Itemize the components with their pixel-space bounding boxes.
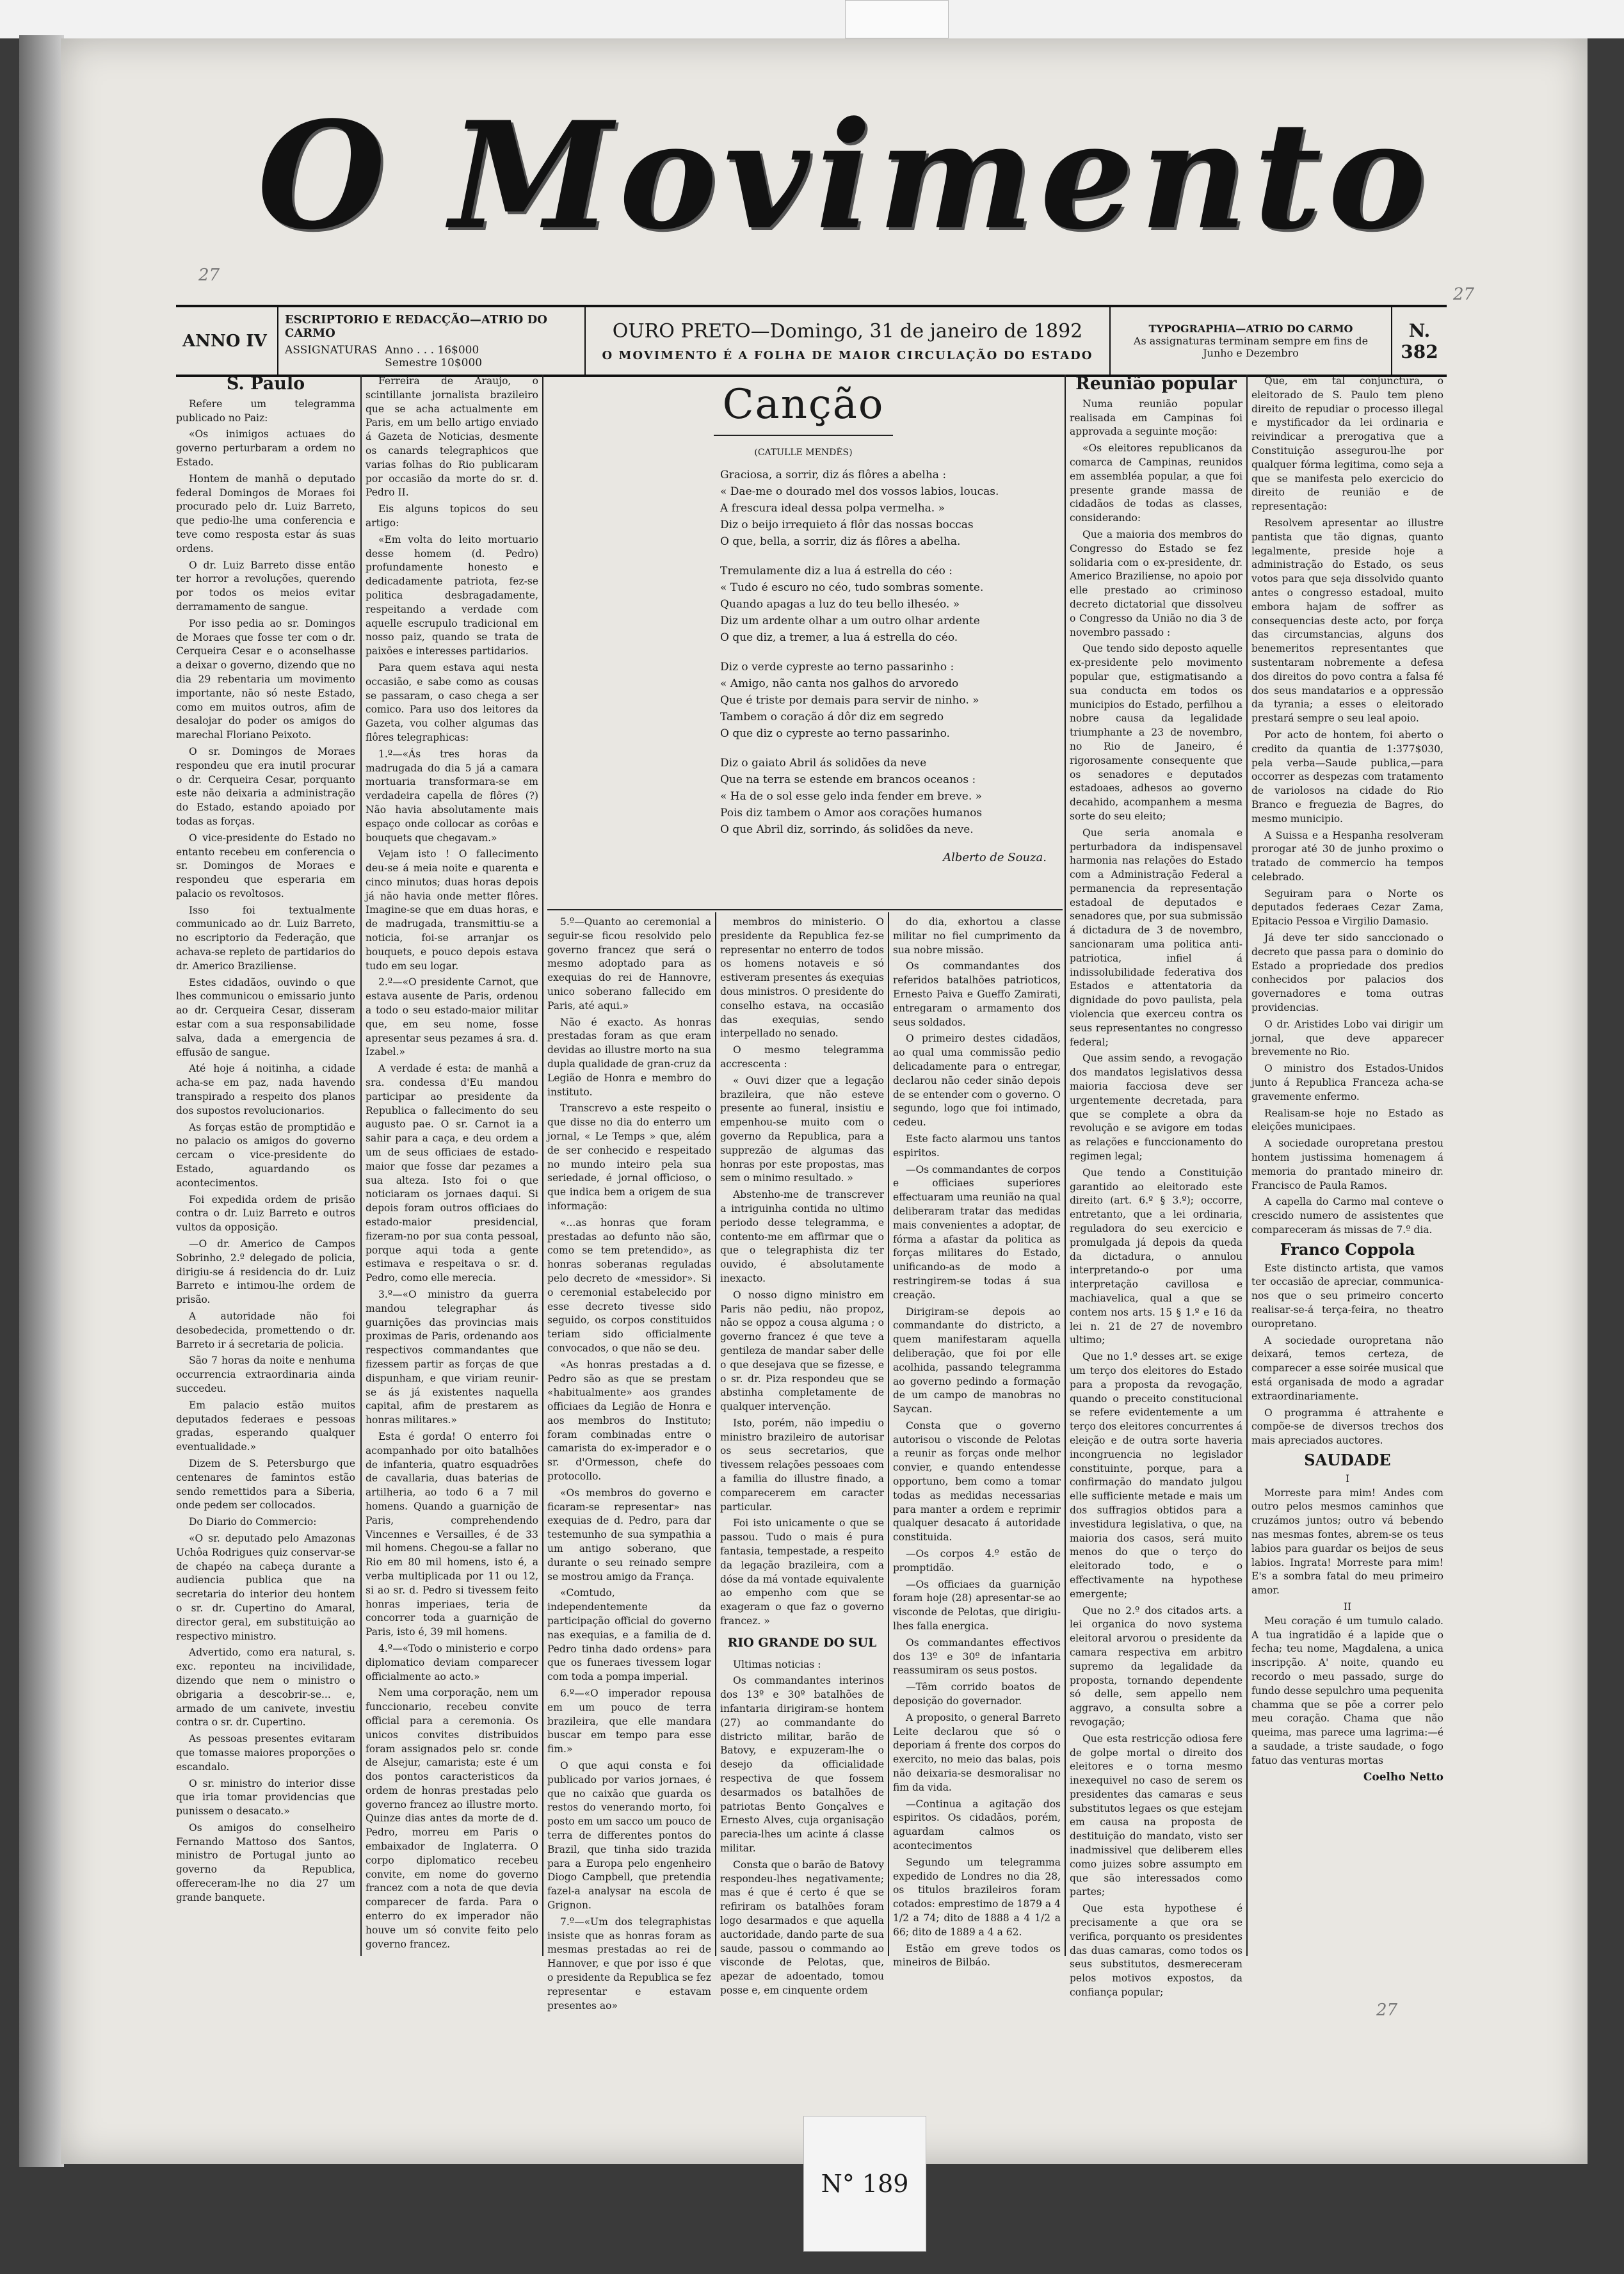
article-paragraph: Consta que o governo autorisou o visconde de Pelotas a reunir as forças onde melhor convier, e quando entendesse opportuno, bem como a tomar todas as medidas necessarias para manter a ordem e reprimir qualquer desacato á autoridade constituida. bbox=[893, 1419, 1061, 1544]
poem-line: Que na terra se estende em brancos oceanos : bbox=[720, 773, 976, 786]
anno-price: Anno . . . 16$000 bbox=[385, 343, 479, 357]
article-paragraph: —Os corpos 4.º estão de promptidão. bbox=[893, 1548, 1061, 1574]
section-heading-rio-grande: RIO GRANDE DO SUL bbox=[727, 1635, 877, 1650]
article-paragraph: Seguiram para o Norte os deputados federaes Cezar Zama, Epitacio Pessoa e Virgilio Damasio. bbox=[1251, 887, 1443, 928]
article-paragraph: «Os eleitores republicanos da comarca de Campinas, reunidos em assembléa popular, a que foi presente grande massa de cidadãos de todas as classes, considerando: bbox=[1070, 442, 1242, 524]
article-paragraph: Por isso pedia ao sr. Domingos de Moraes que fosse ter com o dr. Cerqueira Cesar e o aconselhasse a deixar o governo, dizendo que no dia 29 rebentaria um movimento importante, não só neste Estado, como em muitos outros, afim de desalojar do poder os amigos do marechal Floriano Peixoto. bbox=[176, 617, 355, 741]
article-paragraph: O primeiro destes cidadãos, ao qual uma commissão pedio delicadamente para o entregar, declarou não ceder sinão depois de se entender com o governo. O segundo, logo que foi intimado, cedeu. bbox=[893, 1033, 1061, 1129]
article-paragraph: 3.º—«O ministro da guerra mandou telegraphar ás guarnições das provincias mais proximas de Paris, ordenando aos respectivos commandantes que fizessem partir as forças de que dispunham, e que viriam reunir-se ás já existentes naquella capital, afim de prestarem as honras militares.» bbox=[366, 1289, 538, 1426]
article-paragraph: —Os officiaes da guarnição foram hoje (28) apresentar-se ao visconde de Pelotas, que dirigiu-lhes falla energica. bbox=[893, 1578, 1061, 1633]
saudade-paragraph: Meu coração é um tumulo calado. A tua ingratidão é a lapide que o fecha; teu nome, Magdalena, a unica inscripção. A' noite, quando eu recordo o meu passado, surge do fundo desse sepulchro uma pequenita chamma que se põe a correr pelo meu coração. Chama que não queima, mas parece uma lagrima:—é a saudade, a triste saudade, o fogo fatuo das venturas mortas bbox=[1251, 1615, 1443, 1766]
article-paragraph: A capella do Carmo mal conteve o crescido numero de assistentes que compareceram ás missas de 7.º dia. bbox=[1251, 1196, 1443, 1236]
article-paragraph: Ultimas noticias : bbox=[733, 1658, 821, 1670]
poem-stanza bbox=[720, 659, 1059, 742]
article-paragraph: —Continua a agitação dos espiritos. Os cidadãos, porém, aguardam calmos os acontecimentos bbox=[893, 1798, 1061, 1851]
article-paragraph: Os commandantes interinos dos 13º e 30º batalhões de infantaria dirigiram-se hontem (27) ao commandante do districto militar, barão de Batovy, e expuzeram-lhe o desejo da officialidade respectiva de que fossem desarmados os batalhões de patriotas Bento Gonçalves e Ernesto Alves, cuja organisação parecia-lhes um acinte á classe militar. bbox=[720, 1675, 884, 1854]
article-paragraph: A autoridade não foi desobedecida, promettendo o dr. Barreto ir á secretaria de policia. bbox=[176, 1310, 355, 1350]
issue-number: N. 382 bbox=[1401, 319, 1438, 362]
article-paragraph: 5.º—Quanto ao ceremonial a seguir-se ficou resolvido pelo governo francez que será o mesmo adoptado para as exequias do rei de Hannovre, unico soberano fallecido em Paris, até aqui.» bbox=[547, 916, 711, 1012]
article-paragraph: Que seria anomala e perturbadora da indispensavel harmonia nas relações do Estado com a Administração Federal a permanencia da representação estadoal de deputados e senadores que, por sua submissão á dictadura de 3 de novembro, sancionaram uma politica anti-patriotica, infiel á indissolubilidade federativa dos Estados e attentatoria da dignidade do povo paulista, pela violencia que exerceu contra os seus representantes no congresso federal; bbox=[1070, 827, 1242, 1048]
article-paragraph: Estes cidadãos, ouvindo o que lhes communicou o emissario junto ao dr. Cerqueira Cesar, disseram estar com a sua responsabilidade salva, dada a emergencia de effusão de sangue. bbox=[176, 976, 355, 1058]
article-paragraph: Que a maioria dos membros do Congresso do Estado se fez solidaria com o ex-presidente, dr. Americo Braziliense, no apoio por elle prestado ao criminoso decreto dictatorial que dissolveu o Congresso da União no dia 3 de novembro passado : bbox=[1070, 528, 1242, 638]
poem-line: « Dae-me o dourado mel dos vossos labios, loucas. bbox=[720, 485, 999, 498]
poem-line: O que diz, a tremer, a lua á estrella do céo. bbox=[720, 631, 958, 644]
poem-line: « Ha de o sol esse gelo inda fender em breve. » bbox=[720, 790, 983, 803]
page-edge-shadow bbox=[19, 35, 64, 2167]
column-ferreira-araujo bbox=[366, 375, 538, 1954]
anno-label: ANNO IV bbox=[176, 307, 278, 375]
article-paragraph: O dr. Aristides Lobo vai dirigir um jornal, que deve apparecer brevemente no Rio. bbox=[1251, 1018, 1443, 1058]
assignaturas-label: ASSIGNATURAS bbox=[285, 343, 378, 357]
column-honras bbox=[547, 915, 711, 2015]
article-paragraph: Até hoje á noitinha, a cidade acha-se em paz, nada havendo transpirado a respeito dos planos dos supostos revolucionarios. bbox=[176, 1063, 355, 1117]
semestre-price: Semestre 10$000 bbox=[385, 356, 483, 369]
poem-cancao bbox=[547, 375, 1059, 906]
assignaturas-note: As assignaturas terminam sempre em fins de Junho e Dezembro bbox=[1133, 335, 1369, 359]
article-paragraph: Que assim sendo, a revogação dos mandatos legislativos dessa maioria facciosa deve ser urgentemente decretada, para que se complete a obra da revolução e se avigore em todas as relações e funccionamento do regimen legal; bbox=[1070, 1052, 1242, 1163]
article-paragraph: As forças estão de promptidão e no palacio os amigos do governo cercam o vice-presidente do Estado, aguardando os acontecimentos. bbox=[176, 1121, 355, 1189]
article-paragraph: Este distincto artista, que vamos ter occasião de apreciar, communica-nos que o seu primeiro concerto realisar-se-á terça-feira, no theatro ouropretano. bbox=[1251, 1262, 1443, 1330]
masthead bbox=[257, 83, 1433, 269]
poem-line: Diz o verde cypreste ao terno passarinho : bbox=[720, 661, 954, 673]
article-title: SAUDADE bbox=[1304, 1450, 1391, 1469]
article-paragraph: Estão em greve todos os mineiros de Bilbáo. bbox=[893, 1942, 1061, 1969]
article-paragraph: Que, em tal conjunctura, o eleitorado de S. Paulo tem pleno direito de repudiar o processo illegal e mystificador da lei ordinaria e reivindicar a prerogativa que a Constituição assegurou-lhe por qualquer fórma legitima, como seja a que se manifesta pelo exercicio do direito de reunião e de representação: bbox=[1251, 375, 1443, 513]
pencil-mark: 27 bbox=[1376, 2001, 1398, 2020]
article-paragraph: O ministro dos Estados-Unidos junto á Republica Franceza acha-se gravemente enfermo. bbox=[1251, 1063, 1443, 1102]
article-paragraph: O sr. Domingos de Moraes respondeu que era inutil procurar o dr. Cerqueira Cesar, porquanto este não deixaria a administração do Estado, estando apoiado por todas as forças. bbox=[176, 745, 355, 827]
poem-line: Diz o beijo irrequieto á flôr das nossas boccas bbox=[720, 519, 974, 531]
article-paragraph: Refere um telegramma publicado no Paiz: bbox=[176, 398, 355, 424]
escriptorio-text: ESCRIPTORIO E REDACÇÃO—ATRIO DO CARMO bbox=[285, 312, 547, 340]
article-title: Franco Coppola bbox=[1280, 1239, 1415, 1259]
article-paragraph: Que tendo a Constituição garantido ao eleitorado este direito (art. 6.º § 3.º); occorre, entretanto, que a lei ordinaria, reguladora do seu exercicio e promulgada já depois da queda da dictadura, o annulou interpretando-o por uma interpretação cavillosa e machiavelica, qual a que se contem nos arts. 15 § 1.º e 16 da lei n. 21 de 27 de novembro ultimo; bbox=[1070, 1166, 1242, 1346]
poem-line: A frescura ideal dessa polpa vermelha. » bbox=[720, 502, 945, 515]
tagline: O MOVIMENTO É A FOLHA DE MAIOR CIRCULAÇÃO DO ESTADO bbox=[602, 348, 1093, 362]
poem-line: Tambem o coração á dôr diz em segredo bbox=[720, 711, 944, 723]
article-paragraph: «Os inimigos actuaes do governo perturbaram a ordem no Estado. bbox=[176, 428, 355, 468]
article-paragraph: « Ouvi dizer que a legação brazileira, que não esteve presente ao funeral, insistiu e empenhou-se muito com o governo da Republica, para a supprezão de algumas das honras por este propostas, mas sem o minimo resultado. » bbox=[720, 1074, 884, 1184]
article-paragraph: Realisam-se hoje no Estado as eleições municipaes. bbox=[1251, 1107, 1443, 1133]
article-paragraph: Consta que o barão de Batovy respondeu-lhes negativamente; mas é que é certo é que se refiriram os batalhões foram logo desarmados e que aquella auctoridade, dando parte de sua saude, passou o commando ao visconde de Pelotas, que, apezar de adoentado, tomou posse e, em cinquente ordem bbox=[720, 1859, 884, 1996]
pencil-mark: 27 bbox=[198, 266, 220, 285]
poem-line: Graciosa, a sorrir, diz ás flôres a abelha : bbox=[720, 469, 947, 481]
column-reuniao-popular bbox=[1070, 375, 1242, 2003]
poem-stanza bbox=[720, 755, 1059, 838]
article-paragraph: Não é exacto. As honras prestadas foram as que eram devidas ao illustre morto na sua dupla qualidade de gran-cruz da Legião de Honra e membro do instituto. bbox=[547, 1016, 711, 1098]
poem-bottom-rule bbox=[547, 909, 1063, 910]
article-paragraph: Abstenho-me de transcrever a intriguinha contida no ultimo periodo desse telegramma, e contento-me em affirmar que o que o telegraphista diz ter ouvido, é absolutamente inexacto. bbox=[720, 1189, 884, 1284]
article-paragraph: Do Diario do Commercio: bbox=[189, 1516, 317, 1528]
article-paragraph: A sociedade ouropretana não deixará, temos certeza, de comparecer a esse soirée musical que está organisada de modo a agradar extraordinariamente. bbox=[1251, 1334, 1443, 1402]
article-paragraph: Que no 2.º dos citados arts. a lei organica do novo systema eleitoral arvorou o presidente da camara respectiva em arbitro supremo da legalidade da proposta, tornando dependente só delle, sem appello nem aggravo, a consulta sobre a revogação; bbox=[1070, 1604, 1242, 1728]
archive-number-label: N° 189 bbox=[803, 2116, 926, 2252]
column-legacao bbox=[720, 915, 884, 2001]
article-paragraph: Este facto alarmou uns tantos espiritos. bbox=[893, 1133, 1061, 1159]
article-paragraph: —Os commandantes de corpos e officiaes superiores effectuaram uma reunião na qual deliberaram tratar das medidas mais convenientes a adoptar, de fórma a afastar da politica as forças militares do Estado, unificando-as de modo a restringirem-se todas á sua creação. bbox=[893, 1163, 1061, 1301]
poem-line: « Amigo, não canta nos galhos do arvoredo bbox=[720, 677, 959, 690]
article-paragraph: 1.º—«Ás tres horas da madrugada do dia 5 já a camara mortuaria transformara-se em verdadeira capella de flôres (?) Não havia absolutamente mais espaço onde collocar as corôas e bouquets que chegavam.» bbox=[366, 748, 538, 844]
archive-tab bbox=[845, 0, 949, 38]
poem-line: O que diz o cypreste ao terno passarinho. bbox=[720, 727, 950, 740]
article-paragraph: O vice-presidente do Estado no entanto recebeu em conferencia o sr. Domingos de Moraes e respondeu que esperaria em palacio os revoltosos. bbox=[176, 832, 355, 899]
poem-author-note: (CATULLE MENDÈS) bbox=[754, 448, 853, 458]
typographia-block bbox=[1111, 307, 1392, 375]
poem-line: Que é triste por demais para servir de ninho. » bbox=[720, 694, 979, 707]
article-paragraph: Isso foi textualmente communicado ao dr. Luiz Barreto, no escriptorio da Federação, que achava-se repleto de partidarios do dr. Americo Braziliense. bbox=[176, 904, 355, 972]
article-paragraph: Numa reunião popular realisada em Campinas foi approvada a seguinte moção: bbox=[1070, 398, 1242, 438]
column-sao-paulo bbox=[176, 375, 355, 1908]
article-paragraph: Transcrevo a este respeito o que disse no dia do enterro um jornal, « Le Temps » que, além de ser conhecido e respeitado no mundo inteiro pela sua seriedade, é jornal officioso, o que indica bem a origem de sua informação: bbox=[547, 1102, 711, 1212]
column-rule bbox=[888, 912, 889, 1956]
article-paragraph: «...as honras que foram prestadas ao defunto não são, como se tem pretendido», as honras soberanas reguladas pelo decreto de «messidor». Si o ceremonial estabelecido por esse decreto tivesse sido seguido, os corpos constituidos teriam sido officialmente convocados, o que não se deu. bbox=[547, 1216, 711, 1354]
article-paragraph: Vejam isto ! O fallecimento deu-se á meia noite e quarenta e cinco minutos; duas horas depois já não havia onde metter flôres. Imagine-se que em duas horas, e de madrugada, transmittiu-se a noticia, foi-se arranjar os bouquets, e pouco depois estava tudo em seu logar. bbox=[366, 848, 538, 972]
article-paragraph: São 7 horas da noite e nenhuma occurrencia extraordinaria ainda succedeu. bbox=[176, 1355, 355, 1394]
poem-line: Quando apagas a luz do teu bello ilheséo. » bbox=[720, 598, 960, 611]
article-paragraph: 4.º—«Todo o ministerio e corpo diplomatico deviam comparecer officialmente ao acto.» bbox=[366, 1642, 538, 1682]
article-paragraph: A Suissa e a Hespanha resolveram prorogar até 30 de junho proximo o tratado de commercio ha tempos celebrado. bbox=[1251, 829, 1443, 883]
article-paragraph: Que esta hypothese é precisamente a que ora se verifica, porquanto os presidentes das duas camaras, como todos os seus substitutos, desmereceram pelos motivos expostos, da confiança popular; bbox=[1070, 1903, 1242, 1999]
poem-stanza bbox=[720, 563, 1059, 646]
saudade-part-number: I bbox=[1345, 1472, 1350, 1485]
article-paragraph: membros do ministerio. O presidente da Republica fez-se representar no enterro de todos os homens notaveis e só estiveram presentes ás exequias dous ministros. O presidente do conselho estava, na occasião das exequias, sendo interpellado no senado. bbox=[720, 916, 884, 1040]
article-title: S. Paulo bbox=[226, 374, 305, 394]
typographia-text: TYPOGRAPHIA—ATRIO DO CARMO bbox=[1148, 323, 1353, 335]
saudade-signature: Coelho Netto bbox=[1363, 1770, 1443, 1784]
article-paragraph: Foi isto unicamente o que se passou. Tudo o mais é pura fantasia, tempestade, a respeito da legação brazileira, com a dóse da má vontade equivalente ao empenho com que se exageram o que faz o governo francez. » bbox=[720, 1517, 884, 1627]
article-paragraph: «O sr. deputado pelo Amazonas Uchôa Rodrigues quiz conservar-se de chapéo na cabeça durante a audiencia publica que na secretaria do interior deu hontem o sr. dr. Cupertino do Amaral, director geral, em substituição ao respectivo ministro. bbox=[176, 1532, 355, 1642]
article-paragraph: Para quem estava aqui nesta occasião, e sabe como as cousas se passaram, o caso chega a ser comico. Para uso dos leitores da Gazeta, vou colher algumas das flôres telegraphicas: bbox=[366, 661, 538, 743]
article-paragraph: «As honras prestadas a d. Pedro são as que se prestam «habitualmente» aos grandes officiaes da Legião de Honra e aos membros do Instituto; foram combinadas entre o camarista do ex-imperador e o sr. d'Ormesson, chefe do protocollo. bbox=[547, 1359, 711, 1483]
article-paragraph: 7.º—«Um dos telegraphistas insiste que as honras foram as mesmas prestadas ao rei de Hannover, e que por isso é que o presidente da Republica se fez representar e estavam presentes ao» bbox=[547, 1915, 711, 2012]
article-paragraph: O nosso digno ministro em Paris não pediu, não propoz, não se oppoz a cousa alguma ; o governo francez é que teve a gentileza de mandar saber delle o que desejava que se fizesse, e o sr. dr. Piza respondeu que se abstinha completamente de qualquer intervenção. bbox=[720, 1289, 884, 1413]
poem-line: Tremulamente diz a lua á estrella do céo : bbox=[720, 565, 953, 577]
article-paragraph: A proposito, o general Barreto Leite declarou que só o deporiam á frente dos corpos do exercito, no meio das balas, pois não deixaria-se desmoralisar no fim da vida. bbox=[893, 1711, 1061, 1793]
column-rule bbox=[715, 912, 716, 1956]
escriptorio-block bbox=[278, 307, 586, 375]
article-title: Reunião popular bbox=[1075, 374, 1237, 394]
article-paragraph: Dizem de S. Petersburgo que centenares de famintos estão sendo remettidos para a Siberia, onde pedem ser collocados. bbox=[176, 1457, 355, 1512]
article-paragraph: 6.º—«O imperador repousa em um pouco de terra brazileira, que elle mandara buscar em tempo para esse fim.» bbox=[547, 1688, 711, 1755]
pencil-mark: 27 bbox=[1453, 285, 1475, 304]
article-paragraph: Os commandantes dos referidos batalhões patrioticos, Ernesto Paiva e Gueffo Zamirati, entregaram o armamento dos seus soldados. bbox=[893, 960, 1061, 1028]
poem-rule bbox=[714, 435, 893, 436]
poem-title: Canção bbox=[722, 381, 885, 428]
article-paragraph: Hontem de manhã o deputado federal Domingos de Moraes foi procurado pelo dr. Luiz Barreto, que pedio-lhe uma conferencia e teve como resposta estar ás suas ordens. bbox=[176, 472, 355, 554]
article-paragraph: Os amigos do conselheiro Fernando Mattoso dos Santos, ministro de Portugal junto ao governo da Republica, offereceram-lhe no dia 27 um grande banquete. bbox=[176, 1821, 355, 1903]
article-paragraph: A verdade é esta: de manhã a sra. condessa d'Eu mandou participar ao presidente da Republica o fallecimento do seu augusto pae. O sr. Carnot ia a sahir para a caça, e deu ordem a um de seus officiaes de estado-maior que fosse dar pezames a sua alteza. Isto foi o que noticiaram os jornaes daqui. Si depois foram outros officiaes do estado-maior presidencial, fizeram-no por sua conta pessoal, porque aqui toda a gente estimava e respeitava o sr. d. Pedro, como elle merecia. bbox=[366, 1063, 538, 1284]
article-paragraph: Dirigiram-se depois ao commandante do districto, a quem manifestaram aquella deliberação, que foi por elle acolhida, passando telegramma ao governo pedindo a formação de um campo de manobras no Saycan. bbox=[893, 1305, 1061, 1415]
scan-background-top bbox=[0, 0, 1624, 38]
poem-line: O que, bella, a sorrir, diz ás flôres a abelha. bbox=[720, 535, 961, 548]
article-paragraph: Segundo um telegramma expedido de Londres no dia 28, os titulos brazileiros foram cotados: emprestimo de 1879 a 4 1/2 a 74; dito de 1888 a 4 1/2 a 66; dito de 1889 a 4 a 62. bbox=[893, 1856, 1061, 1938]
article-paragraph: Em palacio estão muitos deputados federaes e pessoas gradas, esperando qualquer eventualidade.» bbox=[176, 1399, 355, 1453]
article-paragraph: As pessoas presentes evitaram que tomasse maiores proporções o escandalo. bbox=[176, 1733, 355, 1773]
poem-line: « Tudo é escuro no céo, tudo sombras somente. bbox=[720, 581, 984, 594]
poem-signature: Alberto de Souza. bbox=[943, 851, 1047, 864]
article-paragraph: O dr. Luiz Barreto disse então ter horror a revoluções, querendo por todos os meios evitar derramamento de sangue. bbox=[176, 559, 355, 613]
article-paragraph: Foi expedida ordem de prisão contra o dr. Luiz Barreto e outros vultos da opposição. bbox=[176, 1193, 355, 1234]
article-paragraph: «Em volta do leito mortuario desse homem (d. Pedro) profundamente honesto e dedicadamente patriota, fez-se politica desbragadamente, respeitando a verdade com aquelle escrupulo tradicional em nosso paiz, quando se trata de paixões e interesses partidarios. bbox=[366, 533, 538, 657]
poem-line: Diz o gaiato Abril ás solidões da neve bbox=[720, 757, 927, 770]
poem-line: Pois diz tambem o Amor aos corações humanos bbox=[720, 807, 983, 819]
saudade-paragraph: Morreste para mim! Andes com outro pelos mesmos caminhos que cruzámos juntos; outro vá bebendo nas mesmas fontes, abrem-se os teus labios para guardar os beijos de seus labios. Ingrata! Morreste para mim! E's a sombra fatal do meu primeiro amor. bbox=[1251, 1487, 1443, 1597]
article-paragraph: Os commandantes effectivos dos 13º e 30º de infantaria reassumiram os seus postos. bbox=[893, 1636, 1061, 1677]
article-paragraph: Eis alguns topicos do seu artigo: bbox=[366, 503, 538, 529]
article-paragraph: Esta é gorda! O enterro foi acompanhado por oito batalhões de infanteria, quatro esquadrões de cavallaria, duas baterias de artilheria, ao todo 6 a 7 mil homens. Quando a guarnição de Paris, comprehendendo Vincennes e Versailles, é de 33 mil homens. Chegou-se a fallar no Rio em 80 mil homens, isto é, a verba multiplicada por 11 ou 12, si ao sr. d. Pedro si tivessem feito honras imperiaes, teria de concorrer toda a guarnição de Paris, isto é, 39 mil homens. bbox=[366, 1430, 538, 1638]
article-paragraph: Advertido, como era natural, s. exc. reponteu na incivilidade, dizendo que nem o ministro o obrigaria a descobrir-se... e, armado de um canivete, investiu contra o sr. dr. Cupertino. bbox=[176, 1647, 355, 1729]
article-paragraph: Que tendo sido deposto aquelle ex-presidente pelo movimento popular que, estigmatisando a sua conducta em todos os municipios do Estado, perfilhou a nobre causa da legalidade triumphante a 23 de novembro, no Rio de Janeiro, é rigorosamente consequente que os senadores e deputados estadoaes, adhesos ao governo decahido, acompanhem a mesma sorte do seu eleito; bbox=[1070, 643, 1242, 822]
poem-line: O que Abril diz, sorrindo, ás solidões da neve. bbox=[720, 823, 974, 836]
article-paragraph: «Os membros do governo e ficaram-se representar» nas exequias de d. Pedro, para dar testemunho de sua sympathia a um antigo soberano, que durante o seu reinado sempre se mostrou amigo da França. bbox=[547, 1487, 711, 1583]
poem-stanza bbox=[720, 467, 1059, 550]
article-paragraph: O sr. ministro do interior disse que iria tomar providencias que punissem o desacato.» bbox=[176, 1777, 355, 1818]
column-noticias bbox=[1251, 375, 1443, 1784]
column-rio-grande-cont bbox=[893, 915, 1061, 1972]
article-paragraph: Isto, porém, não impediu o ministro brazileiro de autorisar os seus secretarios, que tivessem relações pessoaes com a familia do illustre finado, a comparecerem em caracter particular. bbox=[720, 1417, 884, 1513]
article-paragraph: «Comtudo, independentemente da participação official do governo nas exequias, e a familia de d. Pedro tinha dado ordens» para que os funeraes tivessem logar com toda a pompa imperial. bbox=[547, 1587, 711, 1683]
column-rule bbox=[1246, 375, 1248, 1956]
column-rule bbox=[542, 375, 543, 1956]
article-paragraph: 2.º—«O presidente Carnot, que estava ausente de Paris, ordenou a todo o seu estado-maior militar que, em seu nome, fosse apresentar seus pezames á sra. d. Izabel.» bbox=[366, 976, 538, 1058]
article-paragraph: Nem uma corporação, nem um funccionario, recebeu convite official para a ceremonia. Os unicos convites distribuidos foram assignados pelo sr. conde de Alsejur, camarista; este é um dos pontos caracteristicos da ordem de honras prestadas pelo governo francez ao illustre morto. Quinze dias antes da morte de d. Pedro, morreu em Paris o embaixador de Inglaterra. O corpo diplomatico recebeu convite, em nome do governo francez com a nota de que devia comparecer de farda. Para o enterro do ex imperador não houve um só convite feito pelo governo francez. bbox=[366, 1687, 538, 1950]
info-bar bbox=[176, 305, 1447, 377]
article-paragraph: O que aqui consta e foi publicado por varios jornaes, é que no caixão que guarda os restos do venerando morto, foi posto em um sacco um pouco de terra de differentes pontos do Brazil, que tinha sido trazida para a Europa pelo engenheiro Diogo Campbell, que pretendia fazel-a analysar na escola de Grignon. bbox=[547, 1760, 711, 1911]
column-rule bbox=[360, 375, 362, 1956]
article-paragraph: Que esta restricção odiosa fere de golpe mortal o direito dos eleitores e o torna mesmo inexequivel no caso de serem os presidentes das camaras e seus substitutos legaes os que estejam em causa na proposta de destituição do mandato, visto ser inadmissivel que deliberem elles como juizes sobre assumpto em que são interessados como partes; bbox=[1070, 1732, 1242, 1898]
column-rule bbox=[1065, 375, 1066, 1956]
poem-line: Diz um ardente olhar a um outro olhar ardente bbox=[720, 615, 980, 627]
article-paragraph: O mesmo telegramma accrescenta : bbox=[720, 1044, 884, 1070]
article-paragraph: —Têm corrido boatos de deposição do governador. bbox=[893, 1681, 1061, 1707]
article-paragraph: Que no 1.º desses art. se exige um terço dos eleitores do Estado para a proposta da revogação, quando o preceito constitucional se refere evidentemente a um terço dos eleitores concurrentes á eleição e de outra sorte haveria incongruencia no legislador constituinte, porque, para a confirmação do mandato julgou elle sufficiente metade e mais um dos suffragios obtidos para a investidura legislativa, o que, na maioria dos casos, será muito menos do que o terço do eleitorado todo, e o effectivamente na hypothese emergente; bbox=[1070, 1351, 1242, 1600]
saudade-part-number: II bbox=[1343, 1601, 1352, 1613]
masthead-title: O Movimento bbox=[257, 90, 1433, 262]
date-block bbox=[586, 307, 1111, 375]
article-paragraph: Ferreira de Araujo, o scintillante jornalista brazileiro que se acha actualmente em Paris, em um bello artigo enviado á Gazeta de Noticias, desmente os canards telegraphicos que varias folhas do Rio publicaram por occasião da morte do sr. d. Pedro II. bbox=[366, 375, 538, 499]
article-paragraph: —O dr. Americo de Campos Sobrinho, 2.º delegado de policia, dirigiu-se á residencia do dr. Luiz Barreto e intimou-lhe ordem de prisão. bbox=[176, 1238, 355, 1306]
article-paragraph: Por acto de hontem, foi aberto o credito da quantia de 1:377$030, pela verba—Saude publica,—para occorrer as despezas com tratamento de variolosos na cidade do Rio Branco e freguezia de Bagres, do mesmo municipio. bbox=[1251, 729, 1443, 825]
article-paragraph: A sociedade ouropretana prestou hontem justissima homenagem á memoria do prantado mineiro dr. Francisco de Paula Ramos. bbox=[1251, 1138, 1443, 1191]
article-paragraph: Já deve ter sido sanccionado o decreto que passa para o dominio do Estado a propriedade dos predios conhecidos por palacios dos governadores e toma outras providencias. bbox=[1251, 932, 1443, 1014]
article-paragraph: O programma é attrahente e compõe-se de diversos trechos dos mais apreciados auctores. bbox=[1251, 1407, 1443, 1447]
issue-date: OURO PRETO—Domingo, 31 de janeiro de 1892 bbox=[612, 319, 1083, 343]
article-paragraph: do dia, exhortou a classe militar no fiel cumprimento da sua nobre missão. bbox=[893, 916, 1061, 956]
columns-area bbox=[176, 375, 1447, 2231]
article-paragraph: Resolvem apresentar ao illustre pantista que tão dignas, quanto legalmente, preside hoje a administração do Estado, os seus votos para que seja dissolvido quanto antes o congresso estadoal, muito embora hajam de soffrer as consequencias deste acto, por força das circumstancias, alguns dos benemeritos representantes que sustentaram nobremente a defesa dos direitos do povo contra a falsa fé dos seus mandatarios e a oppressão da tyrania; a esses o eleitorado prestará sempre o seu leal apoio. bbox=[1251, 517, 1443, 725]
